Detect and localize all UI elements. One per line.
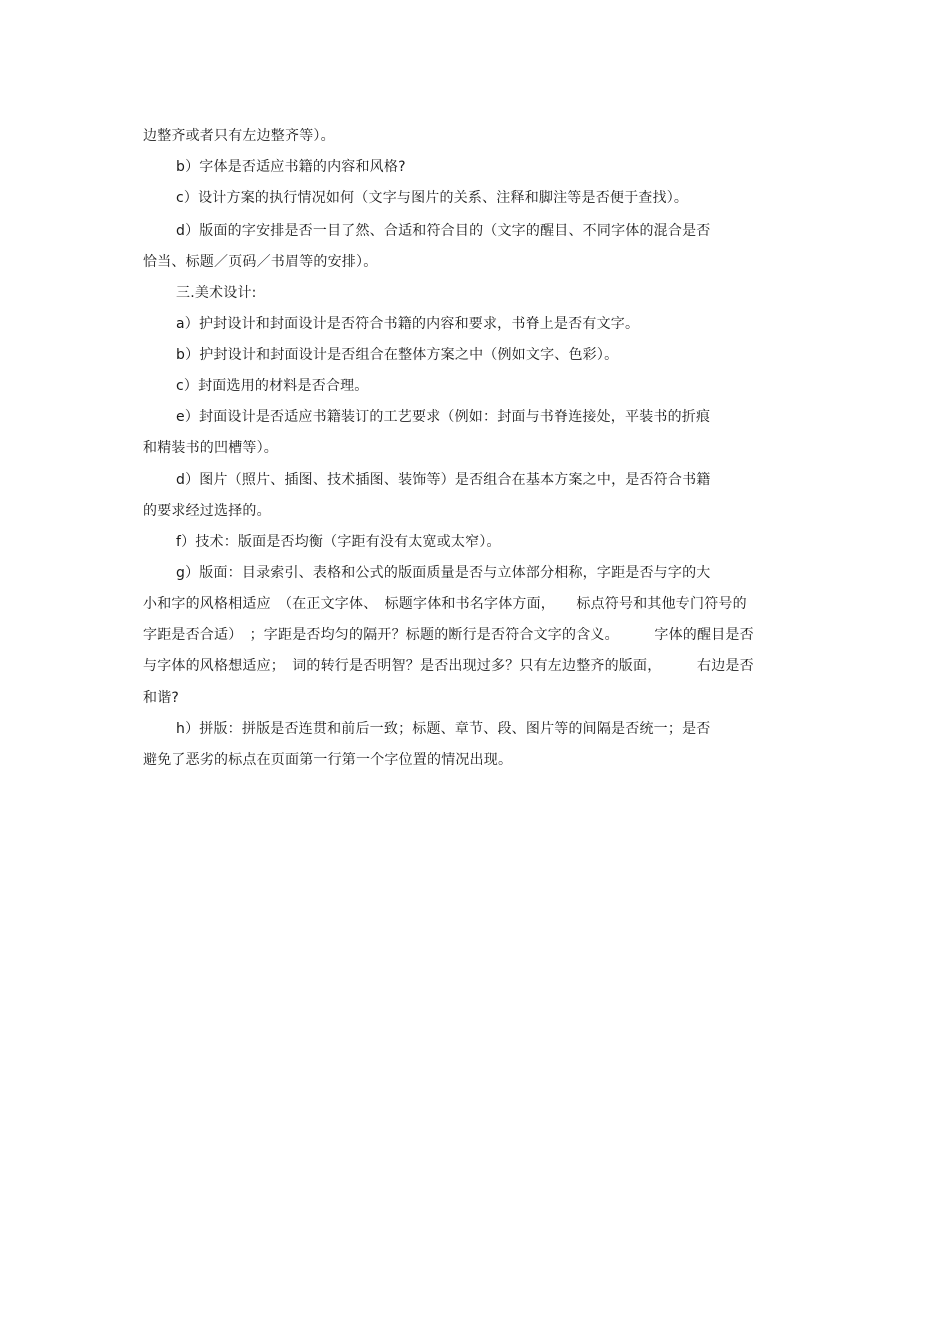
text-line: 恰当、标题／页码／书眉等的安排）。 xyxy=(143,254,378,270)
text-line: f）技术：版面是否均衡（字距有没有太宽或太窄）。 xyxy=(176,534,501,550)
text-line: d）图片（照片、插图、技术插图、装饰等）是否组合在基本方案之中，是否符合书籍 xyxy=(176,472,711,488)
text-line: g）版面：目录索引、表格和公式的版面质量是否与立体部分相称，字距是否与字的大 xyxy=(176,565,711,581)
text-line: d）版面的字安排是否一目了然、合适和符合目的（文字的醒目、不同字体的混合是否 xyxy=(176,223,711,239)
text-line: 小和字的风格相适应 （在正文字体、 标题字体和书名字体方面， 标点符号和其他专门符号的 xyxy=(143,596,747,612)
text-line: c）设计方案的执行情况如何（文字与图片的关系、注释和脚注等是否便于查找）。 xyxy=(176,190,689,206)
text-line: 避免了恶劣的标点在页面第一行第一个字位置的情况出现。 xyxy=(143,752,513,768)
text-line: 和精装书的凹槽等）。 xyxy=(143,440,278,456)
text-line: 和谐? xyxy=(143,690,180,706)
text-line: 边整齐或者只有左边整齐等）。 xyxy=(143,128,335,144)
text-line: e）封面设计是否适应书籍装订的工艺要求（例如：封面与书脊连接处，平装书的折痕 xyxy=(176,409,711,425)
text-line: 字距是否合适） ；字距是否均匀的隔开？标题的断行是否符合文字的含义。 字体的醒目是否 xyxy=(143,627,754,643)
text-line: 的要求经过选择的。 xyxy=(143,503,271,519)
section-heading: 三.美术设计: xyxy=(176,285,257,301)
text-line: 与字体的风格想适应； 词的转行是否明智？是否出现过多？只有左边整齐的版面， 右边是否 xyxy=(143,658,754,674)
text-line: b）护封设计和封面设计是否组合在整体方案之中（例如文字、色彩）。 xyxy=(176,347,619,363)
text-line: h）拼版：拼版是否连贯和前后一致；标题、章节、段、图片等的间隔是否统一；是否 xyxy=(176,721,711,737)
text-line: b）字体是否适应书籍的内容和风格? xyxy=(176,159,406,175)
text-line: a）护封设计和封面设计是否符合书籍的内容和要求，书脊上是否有文字。 xyxy=(176,316,640,332)
text-line: c）封面选用的材料是否合理。 xyxy=(176,378,369,394)
